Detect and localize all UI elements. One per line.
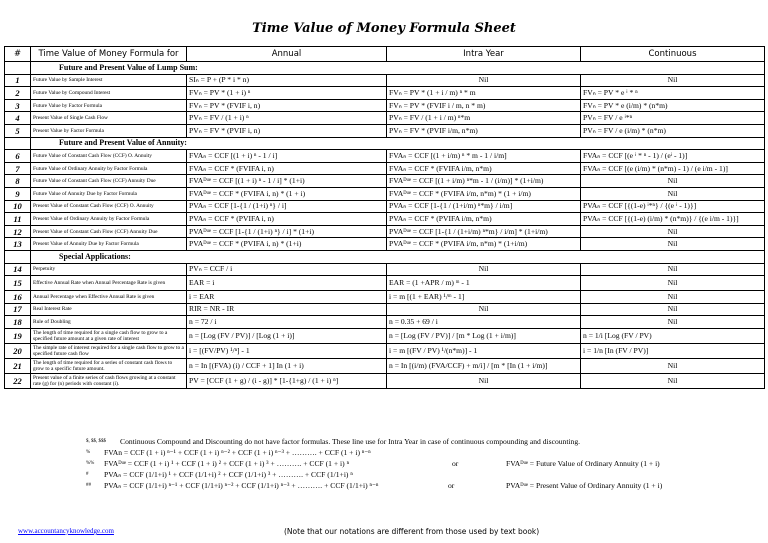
row-description: Future Value of Ordinary Annuity by Factor Formula: [31, 162, 187, 175]
row-number: 12: [5, 225, 31, 238]
continuous-formula: Nil: [581, 291, 765, 304]
intra-year-formula: Nil: [387, 373, 581, 388]
note-text: FVAᴰᵘᵉ = CCF (1 + i) ¹ + CCF (1 + i) ² + CCF (1 + i) ³ + ………. + CCF (1 + i) ⁿ: [104, 459, 349, 468]
row-number: 17: [5, 303, 31, 316]
annual-formula: FVAᴰᵘᵉ = CCF * (FVIFA i, n) * (1 + i): [187, 187, 387, 200]
row-number: 16: [5, 291, 31, 304]
continuous-formula: Nil: [581, 303, 765, 316]
continuous-formula: FVAₙ = CCF [(e (i/m) * (n*m) - 1) / (e i/m - 1)]: [581, 162, 765, 175]
annual-formula: RIR = NR - IR: [187, 303, 387, 316]
intra-year-formula: PVAᴰᵘᵉ = CCF * (PVIFA i/m, n*m) * (1+i/m): [387, 238, 581, 251]
table-row: [5, 343, 765, 358]
annual-formula: PVAᴰᵘᵉ = CCF * (PVIFA i, n) * (1+i): [187, 238, 387, 251]
row-number: 19: [5, 328, 31, 343]
note-row: [86, 480, 766, 491]
note-mark: #: [86, 472, 89, 477]
row-number: 7: [5, 162, 31, 175]
row-number: 21: [5, 358, 31, 373]
intra-year-formula: FVAₙ = CCF * (FVIFA i/m, n*m): [387, 162, 581, 175]
continuous-formula: PVAₙ = CCF [{(1-e) ⁱ*ⁿ} / {(e ⁱ - 1)}]: [581, 200, 765, 213]
row-description: The length of time required for a single cash flow to grow to a specified future amount at a given rate of interest: [31, 328, 187, 343]
row-description: Present value of a finite series of cash flows growing at a constant rate (g) for (n) periods with constant (i).: [31, 373, 187, 388]
table-row: [5, 175, 765, 188]
continuous-formula: Nil: [581, 263, 765, 276]
row-description: Annual Percentage when Effective Annual Rate is given: [31, 291, 187, 304]
table-row: [5, 263, 765, 276]
row-description: Future Value by Factor Formula: [31, 99, 187, 112]
annual-formula: FVAₙ = CCF * (FVIFA i, n): [187, 162, 387, 175]
annual-formula: EAR = i: [187, 276, 387, 291]
intra-year-formula: i = m [(FV / PV) ¹/(n*m)] - 1: [387, 343, 581, 358]
note-row: [86, 469, 766, 480]
row-description: Present Value of Constant Cash Flow (CCF) Annuity Due: [31, 225, 187, 238]
annual-formula: PV = [CCF (1 + g) / (i - g)] * [1-{1+g) / (1 + i) ⁿ]: [187, 373, 387, 388]
intra-year-formula: PVAₙ = CCF [1-{1 / (1+i/m) ⁿ*m} / i/m]: [387, 200, 581, 213]
row-number: 2: [5, 87, 31, 100]
continuous-formula: Nil: [581, 276, 765, 291]
intra-year-formula: EAR = (1 +APR / m) ᵐ - 1: [387, 276, 581, 291]
header-num: #: [5, 47, 31, 62]
intra-year-formula: i = m [(1 + EAR) ¹/ᵐ - 1]: [387, 291, 581, 304]
header-continuous: Continuous: [581, 47, 765, 62]
intra-year-formula: Nil: [387, 303, 581, 316]
section-row: [5, 137, 765, 150]
row-number: 1: [5, 74, 31, 87]
intra-year-formula: FVAᴰᵘᵉ = CCF [(1 + i/m) ⁿ*m - 1 / (i/m)] * (1+i/m): [387, 175, 581, 188]
intra-year-formula: FVₙ = PV * (FVIF i / m, n * m): [387, 99, 581, 112]
table-row: [5, 276, 765, 291]
row-number: 8: [5, 175, 31, 188]
note-row: [86, 447, 766, 458]
row-description: The simple rate of interest required for a single cash flow to grow to a specified future cash flow: [31, 343, 187, 358]
row-description: Future Value by Sample Interest: [31, 74, 187, 87]
note-text: Continuous Compound and Discounting do not have factor formulas. These line use for Intra Year in case of continuous compounding and discounting.: [120, 437, 581, 446]
intra-year-formula: Nil: [387, 263, 581, 276]
row-number: 10: [5, 200, 31, 213]
continuous-formula: FVₙ = PV * e (i/m) * (n*m): [581, 99, 765, 112]
annual-formula: i = EAR: [187, 291, 387, 304]
table-row: [5, 373, 765, 388]
row-description: Perpetuity: [31, 263, 187, 276]
annual-formula: FVAₙ = CCF [(1 + i) ⁿ - 1 / i]: [187, 150, 387, 163]
section-spacer: [5, 137, 31, 150]
table-row: [5, 99, 765, 112]
note-row: [86, 458, 766, 469]
annual-formula: PVAₙ = CCF [1-{1 / (1+i) ⁿ} / i]: [187, 200, 387, 213]
table-row: [5, 200, 765, 213]
note-or: or: [448, 481, 455, 490]
row-number: 15: [5, 276, 31, 291]
annual-formula: PVₙ = FV * (PVIF i, n): [187, 124, 387, 137]
table-row: [5, 112, 765, 125]
website-link[interactable]: www.accountancyknowledge.com: [18, 527, 114, 535]
note-or: or: [452, 459, 459, 468]
row-number: 20: [5, 343, 31, 358]
row-number: 11: [5, 213, 31, 226]
intra-year-formula: n = 0.35 + 69 / i: [387, 316, 581, 329]
note-text: FVAn = CCF (1 + i) ⁿ⁻¹ + CCF (1 + i) ⁿ⁻² + CCF (1 + i) ⁿ⁻³ + ………. + CCF (1 + i) ⁿ⁻ⁿ: [104, 448, 371, 457]
note-mark: %%: [86, 461, 95, 466]
section-row: [5, 62, 765, 75]
annual-formula: PVAₙ = CCF * (PVIFA i, n): [187, 213, 387, 226]
table-row: [5, 316, 765, 329]
header-annual: Annual: [187, 47, 387, 62]
table-row: [5, 150, 765, 163]
intra-year-formula: Nil: [387, 74, 581, 87]
annual-formula: PVₙ = FV / (1 + i) ⁿ: [187, 112, 387, 125]
formula-table: [4, 46, 765, 389]
section-heading: Future and Present Value of Annuity:: [31, 137, 765, 150]
row-description: Future Value of Constant Cash Flow (CCF) O. Annuity: [31, 150, 187, 163]
row-description: Present Value of Constant Cash Flow (CCF) O. Annuity: [31, 200, 187, 213]
row-number: 13: [5, 238, 31, 251]
continuous-formula: i = 1/n [In (FV / PV)]: [581, 343, 765, 358]
intra-year-formula: FVₙ = PV * (1 + i / m) ⁿ * m: [387, 87, 581, 100]
annual-formula: PVₙ = CCF / i: [187, 263, 387, 276]
continuous-formula: PVₙ = FV / e ⁱ*ⁿ: [581, 112, 765, 125]
row-description: Present Value of Ordinary Annuity by Factor Formula: [31, 213, 187, 226]
annual-formula: i = [(FV/PV) ¹/ⁿ] - 1: [187, 343, 387, 358]
row-number: 4: [5, 112, 31, 125]
table-row: [5, 124, 765, 137]
row-description: Effective Annual Rate when Annual Percentage Rate is given: [31, 276, 187, 291]
table-row: [5, 74, 765, 87]
intra-year-formula: PVAₙ = CCF * (PVIFA i/m, n*m): [387, 213, 581, 226]
note-right: FVAᴰᵘᵉ = Future Value of Ordinary Annuity (1 + i): [506, 459, 660, 468]
continuous-formula: FVAₙ = CCF [(e ⁱ * ⁿ - 1) / (eⁱ - 1)]: [581, 150, 765, 163]
annual-formula: n = 72 / i: [187, 316, 387, 329]
annual-formula: FVₙ = PV * (FVIF i, n): [187, 99, 387, 112]
annual-formula: FVₙ = PV * (1 + i) ⁿ: [187, 87, 387, 100]
row-number: 3: [5, 99, 31, 112]
row-number: 9: [5, 187, 31, 200]
table-row: [5, 162, 765, 175]
intra-year-formula: n = [Log (FV / PV)] / [m * Log (1 + i/m)]: [387, 328, 581, 343]
row-number: 6: [5, 150, 31, 163]
row-number: 22: [5, 373, 31, 388]
section-spacer: [5, 250, 31, 263]
annual-formula: SIₙ = P + (P * i * n): [187, 74, 387, 87]
note-text: PVAₙ = CCF (1/1+i) ⁿ⁻¹ + CCF (1/1+i) ⁿ⁻² + CCF (1/1+i) ⁿ⁻³ + ………. + CCF (1/1+i) ⁿ⁻ⁿ: [104, 481, 379, 490]
continuous-formula: PVₙ = FV / e (i/m) * (n*m): [581, 124, 765, 137]
continuous-formula: Nil: [581, 74, 765, 87]
table-row: [5, 291, 765, 304]
continuous-formula: Nil: [581, 373, 765, 388]
row-description: Present Value of Single Cash Flow: [31, 112, 187, 125]
table-row: [5, 213, 765, 226]
table-row: [5, 225, 765, 238]
section-spacer: [5, 62, 31, 75]
table-row: [5, 358, 765, 373]
continuous-formula: PVAₙ = CCF [{(1-e) (i/m) * (n*m)} / {(e i/m - 1)}]: [581, 213, 765, 226]
row-description: Real Interest Rate: [31, 303, 187, 316]
annual-formula: FVAᴰᵘᵉ = CCF [(1 + i) ⁿ - 1 / i] * (1+i): [187, 175, 387, 188]
note-mark: ##: [86, 483, 91, 488]
row-description: Rule of Doubling: [31, 316, 187, 329]
continuous-formula: Nil: [581, 316, 765, 329]
footer-note: (Note that our notations are different from those used by text book): [284, 527, 540, 536]
continuous-formula: Nil: [581, 238, 765, 251]
intra-year-formula: PVAᴰᵘᵉ = CCF [1-{1 / (1+i/m) ⁿ*m} / i/m] * (1+i/m): [387, 225, 581, 238]
row-description: Future Value of Annuity Due by Factor Formula: [31, 187, 187, 200]
header-row: [5, 47, 765, 62]
annual-formula: n = [Log (FV / PV)] / [Log (1 + i)]: [187, 328, 387, 343]
continuous-formula: n = 1/i [Log (FV / PV): [581, 328, 765, 343]
header-intra: Intra Year: [387, 47, 581, 62]
intra-year-formula: FVAₙ = CCF [(1 + i/m) ⁿ * m - 1 / i/m]: [387, 150, 581, 163]
row-description: Present Value of Annuity Due by Factor Formula: [31, 238, 187, 251]
row-number: 5: [5, 124, 31, 137]
continuous-formula: Nil: [581, 358, 765, 373]
table-row: [5, 87, 765, 100]
row-description: Present Value by Factor Formula: [31, 124, 187, 137]
table-row: [5, 303, 765, 316]
row-description: The length of time required for a series of constant cash flows to grow to a specific future amount.: [31, 358, 187, 373]
annual-formula: PVAᴰᵘᵉ = CCF [1-{1 / (1+i) ⁿ} / i] * (1+i): [187, 225, 387, 238]
section-heading: Future and Present Value of Lump Sum:: [31, 62, 765, 75]
continuous-formula: FVₙ = PV * e ⁱ * ⁿ: [581, 87, 765, 100]
intra-year-formula: PVₙ = FV * (PVIF i/m, n*m): [387, 124, 581, 137]
section-heading: Special Applications:: [31, 250, 765, 263]
table-row: [5, 238, 765, 251]
annual-formula: n = In [(FVA) (i) / CCF + 1] In (1 + i): [187, 358, 387, 373]
intra-year-formula: FVAᴰᵘᵉ = CCF * (FVIFA i/m, n*m) * (1 + i/m): [387, 187, 581, 200]
row-description: Future Value of Constant Cash Flow (CCF) Annuity Due: [31, 175, 187, 188]
continuous-formula: Nil: [581, 187, 765, 200]
note-mark: %: [86, 450, 91, 455]
intra-year-formula: n = In [(i/m) (FVA/CCF) + m/i] / [m * [In (1 + i/m)]: [387, 358, 581, 373]
table-row: [5, 328, 765, 343]
footnotes: [86, 436, 766, 491]
note-row: [86, 436, 766, 447]
continuous-formula: Nil: [581, 175, 765, 188]
intra-year-formula: PVₙ = FV / (1 + i / m) ⁿ*m: [387, 112, 581, 125]
section-row: [5, 250, 765, 263]
table-row: [5, 187, 765, 200]
note-text: PVAₙ = CCF (1/1+i) ¹ + CCF (1/1+i) ² + CCF (1/1+i) ³ + ………. + CCF (1/1+i) ⁿ: [104, 470, 353, 479]
row-number: 18: [5, 316, 31, 329]
continuous-formula: Nil: [581, 225, 765, 238]
note-mark: $, $$, $$$: [86, 439, 106, 444]
row-number: 14: [5, 263, 31, 276]
note-right: PVAᴰᵘᵉ = Present Value of Ordinary Annuity (1 + i): [506, 481, 663, 490]
header-desc: Time Value of Money Formula for: [31, 47, 187, 62]
page-title: Time Value of Money Formula Sheet: [252, 21, 516, 36]
row-description: Future Value by Compound Interest: [31, 87, 187, 100]
